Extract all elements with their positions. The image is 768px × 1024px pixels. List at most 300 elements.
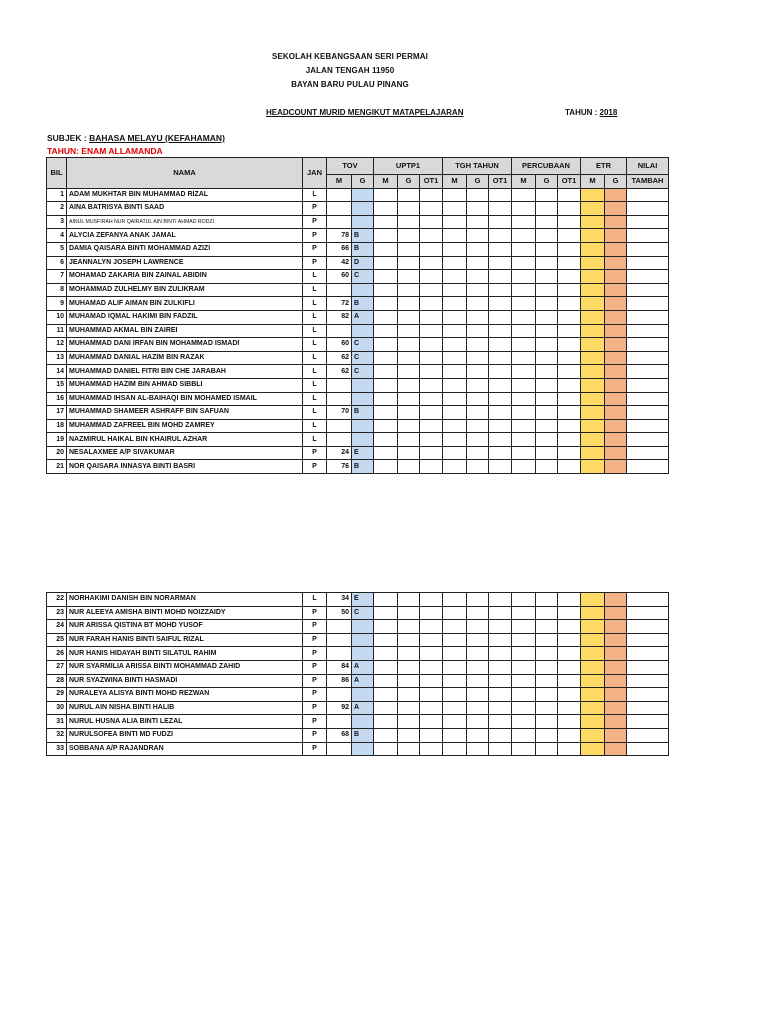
nilai-tambah-cell [627, 688, 669, 702]
tgh-g-cell [467, 660, 489, 674]
jan-cell: P [303, 606, 327, 620]
tgh-ot1-cell [489, 620, 512, 634]
tgh-ot1-cell [489, 324, 512, 338]
tgh-g-cell [467, 215, 489, 229]
bil-cell: 16 [47, 392, 67, 406]
percubaan-ot1-cell [558, 242, 581, 256]
name-cell: MUHAMMAD HAZIM BIN AHMAD SIBBLI [67, 378, 303, 392]
tov-g-cell: B [352, 297, 374, 311]
tov-g-cell: A [352, 660, 374, 674]
tov-m-cell: 62 [327, 351, 352, 365]
nilai-tambah-cell [627, 406, 669, 420]
uptp1-m-cell [374, 188, 398, 202]
percubaan-g-cell [536, 310, 558, 324]
uptp1-m-cell [374, 256, 398, 270]
tov-g-cell: C [352, 365, 374, 379]
jan-cell: L [303, 338, 327, 352]
percubaan-g-cell [536, 351, 558, 365]
jan-cell: L [303, 310, 327, 324]
percubaan-ot1-cell [558, 392, 581, 406]
tgh-g-cell [467, 633, 489, 647]
name-cell: SOBBANA A/P RAJANDRAN [67, 742, 303, 756]
nilai-tambah-cell [627, 660, 669, 674]
name-cell: NUR SYAZWINA BINTI HASMADI [67, 674, 303, 688]
uptp1-g-cell [398, 433, 420, 447]
percubaan-m-cell [512, 338, 536, 352]
nilai-tambah-cell [627, 606, 669, 620]
uptp1-g-cell [398, 297, 420, 311]
bil-cell: 5 [47, 242, 67, 256]
nilai-tambah-cell [627, 419, 669, 433]
tgh-m-cell [443, 188, 467, 202]
etr-g-cell [605, 446, 627, 460]
percubaan-g-cell [536, 324, 558, 338]
percubaan-g-cell [536, 433, 558, 447]
tgh-g-cell [467, 310, 489, 324]
uptp1-g-cell [398, 338, 420, 352]
header-uptp1-m: M [374, 175, 398, 189]
uptp1-m-cell [374, 406, 398, 420]
table-row [47, 715, 669, 729]
tgh-ot1-cell [489, 338, 512, 352]
bil-cell: 2 [47, 202, 67, 216]
table-row [47, 297, 669, 311]
bil-cell: 3 [47, 215, 67, 229]
uptp1-m-cell [374, 660, 398, 674]
table-row [47, 606, 669, 620]
subject-value: BAHASA MELAYU (KEFAHAMAN) [89, 133, 225, 143]
etr-g-cell [605, 419, 627, 433]
tov-g-cell: A [352, 310, 374, 324]
nilai-tambah-cell [627, 433, 669, 447]
header-percubaan: PERCUBAAN [512, 158, 581, 175]
uptp1-ot1-cell [420, 674, 443, 688]
uptp1-g-cell [398, 392, 420, 406]
headcount-table-part1 [46, 157, 669, 474]
etr-g-cell [605, 215, 627, 229]
nilai-tambah-cell [627, 229, 669, 243]
percubaan-ot1-cell [558, 593, 581, 607]
bil-cell: 7 [47, 270, 67, 284]
etr-g-cell [605, 660, 627, 674]
tgh-g-cell [467, 242, 489, 256]
tgh-g-cell [467, 715, 489, 729]
subject-label: SUBJEK : [47, 133, 87, 143]
nilai-tambah-cell [627, 338, 669, 352]
tov-m-cell [327, 647, 352, 661]
etr-m-cell [581, 378, 605, 392]
tov-m-cell [327, 283, 352, 297]
etr-m-cell [581, 419, 605, 433]
nilai-tambah-cell [627, 742, 669, 756]
uptp1-m-cell [374, 338, 398, 352]
percubaan-m-cell [512, 202, 536, 216]
table-row [47, 283, 669, 297]
tgh-ot1-cell [489, 392, 512, 406]
name-cell: ALYCIA ZEFANYA ANAK JAMAL [67, 229, 303, 243]
uptp1-m-cell [374, 310, 398, 324]
etr-m-cell [581, 620, 605, 634]
uptp1-m-cell [374, 378, 398, 392]
tov-g-cell [352, 188, 374, 202]
etr-m-cell [581, 351, 605, 365]
header-percubaan-ot1: OT1 [558, 175, 581, 189]
nilai-tambah-cell [627, 324, 669, 338]
uptp1-g-cell [398, 188, 420, 202]
tgh-m-cell [443, 715, 467, 729]
percubaan-m-cell [512, 674, 536, 688]
tgh-g-cell [467, 392, 489, 406]
nilai-tambah-cell [627, 297, 669, 311]
name-cell: NAZMIRUL HAIKAL BIN KHAIRUL AZHAR [67, 433, 303, 447]
etr-g-cell [605, 701, 627, 715]
etr-m-cell [581, 283, 605, 297]
name-cell: NESALAXMEE A/P SIVAKUMAR [67, 446, 303, 460]
uptp1-m-cell [374, 365, 398, 379]
tgh-ot1-cell [489, 365, 512, 379]
uptp1-ot1-cell [420, 202, 443, 216]
percubaan-ot1-cell [558, 365, 581, 379]
tgh-g-cell [467, 742, 489, 756]
header-uptp1-ot1: OT1 [420, 175, 443, 189]
tov-m-cell: 60 [327, 270, 352, 284]
nilai-tambah-cell [627, 365, 669, 379]
etr-m-cell [581, 215, 605, 229]
table-body-part1 [47, 188, 669, 473]
bil-cell: 19 [47, 433, 67, 447]
bil-cell: 9 [47, 297, 67, 311]
uptp1-ot1-cell [420, 701, 443, 715]
tgh-g-cell [467, 324, 489, 338]
percubaan-ot1-cell [558, 433, 581, 447]
bil-cell: 33 [47, 742, 67, 756]
tgh-g-cell [467, 338, 489, 352]
jan-cell: L [303, 324, 327, 338]
bil-cell: 8 [47, 283, 67, 297]
header-tgh-ot1: OT1 [489, 175, 512, 189]
tov-m-cell: 86 [327, 674, 352, 688]
tgh-ot1-cell [489, 715, 512, 729]
name-cell: MUHAMMAD DANIEL FITRI BIN CHE JARABAH [67, 365, 303, 379]
uptp1-g-cell [398, 202, 420, 216]
tov-g-cell: B [352, 242, 374, 256]
percubaan-ot1-cell [558, 351, 581, 365]
school-address-line2: BAYAN BARU PULAU PINANG [291, 80, 409, 89]
table-row [47, 728, 669, 742]
etr-g-cell [605, 633, 627, 647]
tgh-g-cell [467, 433, 489, 447]
header-nilai: NILAI [627, 158, 669, 175]
tgh-m-cell [443, 378, 467, 392]
tgh-m-cell [443, 647, 467, 661]
name-cell: MUHAMMAD DANI IRFAN BIN MOHAMMAD ISMADI [67, 338, 303, 352]
jan-cell: P [303, 688, 327, 702]
uptp1-g-cell [398, 688, 420, 702]
etr-m-cell [581, 633, 605, 647]
percubaan-g-cell [536, 419, 558, 433]
table-row [47, 229, 669, 243]
percubaan-g-cell [536, 242, 558, 256]
etr-m-cell [581, 674, 605, 688]
uptp1-m-cell [374, 283, 398, 297]
percubaan-m-cell [512, 392, 536, 406]
jan-cell: P [303, 620, 327, 634]
uptp1-ot1-cell [420, 351, 443, 365]
tov-g-cell: B [352, 728, 374, 742]
uptp1-g-cell [398, 378, 420, 392]
percubaan-m-cell [512, 215, 536, 229]
tov-m-cell [327, 633, 352, 647]
percubaan-m-cell [512, 283, 536, 297]
uptp1-g-cell [398, 606, 420, 620]
table-row [47, 406, 669, 420]
tov-g-cell: B [352, 406, 374, 420]
tgh-m-cell [443, 338, 467, 352]
percubaan-ot1-cell [558, 715, 581, 729]
etr-m-cell [581, 688, 605, 702]
tgh-ot1-cell [489, 606, 512, 620]
tov-m-cell [327, 419, 352, 433]
tov-g-cell [352, 215, 374, 229]
table-row [47, 188, 669, 202]
etr-g-cell [605, 392, 627, 406]
bil-cell: 30 [47, 701, 67, 715]
table-row [47, 338, 669, 352]
uptp1-m-cell [374, 446, 398, 460]
tov-m-cell [327, 433, 352, 447]
etr-g-cell [605, 351, 627, 365]
header-tov-m: M [327, 175, 352, 189]
nilai-tambah-cell [627, 202, 669, 216]
tgh-g-cell [467, 283, 489, 297]
table-row [47, 647, 669, 661]
nilai-tambah-cell [627, 728, 669, 742]
header-bil: BIL [47, 158, 67, 189]
tgh-g-cell [467, 202, 489, 216]
etr-g-cell [605, 242, 627, 256]
year-value: 2018 [599, 108, 618, 117]
percubaan-g-cell [536, 283, 558, 297]
tgh-m-cell [443, 324, 467, 338]
percubaan-ot1-cell [558, 215, 581, 229]
percubaan-m-cell [512, 378, 536, 392]
tov-g-cell: A [352, 674, 374, 688]
uptp1-ot1-cell [420, 378, 443, 392]
uptp1-ot1-cell [420, 688, 443, 702]
tov-g-cell [352, 324, 374, 338]
tgh-m-cell [443, 215, 467, 229]
tov-g-cell [352, 202, 374, 216]
name-cell: JEANNALYN JOSEPH LAWRENCE [67, 256, 303, 270]
year-label: TAHUN : [565, 108, 598, 117]
uptp1-m-cell [374, 460, 398, 474]
header-tov: TOV [327, 158, 374, 175]
uptp1-ot1-cell [420, 460, 443, 474]
percubaan-m-cell [512, 688, 536, 702]
nilai-tambah-cell [627, 715, 669, 729]
percubaan-m-cell [512, 188, 536, 202]
tgh-m-cell [443, 202, 467, 216]
table-row [47, 433, 669, 447]
tgh-ot1-cell [489, 688, 512, 702]
bil-cell: 11 [47, 324, 67, 338]
percubaan-g-cell [536, 256, 558, 270]
uptp1-g-cell [398, 742, 420, 756]
nilai-tambah-cell [627, 593, 669, 607]
name-cell: DAMIA QAISARA BINTI MOHAMMAD AZIZI [67, 242, 303, 256]
tov-g-cell: D [352, 256, 374, 270]
uptp1-ot1-cell [420, 660, 443, 674]
nilai-tambah-cell [627, 242, 669, 256]
percubaan-g-cell [536, 406, 558, 420]
uptp1-g-cell [398, 310, 420, 324]
jan-cell: P [303, 242, 327, 256]
etr-g-cell [605, 647, 627, 661]
etr-m-cell [581, 365, 605, 379]
jan-cell: P [303, 229, 327, 243]
uptp1-g-cell [398, 283, 420, 297]
uptp1-ot1-cell [420, 593, 443, 607]
etr-m-cell [581, 460, 605, 474]
percubaan-g-cell [536, 660, 558, 674]
jan-cell: P [303, 647, 327, 661]
header-percubaan-m: M [512, 175, 536, 189]
percubaan-ot1-cell [558, 229, 581, 243]
uptp1-g-cell [398, 620, 420, 634]
tgh-g-cell [467, 297, 489, 311]
subject-line [47, 133, 225, 143]
jan-cell: L [303, 188, 327, 202]
percubaan-g-cell [536, 460, 558, 474]
jan-cell: L [303, 283, 327, 297]
tgh-m-cell [443, 742, 467, 756]
tov-g-cell [352, 419, 374, 433]
bil-cell: 6 [47, 256, 67, 270]
tgh-m-cell [443, 256, 467, 270]
percubaan-ot1-cell [558, 674, 581, 688]
percubaan-ot1-cell [558, 446, 581, 460]
nilai-tambah-cell [627, 215, 669, 229]
bil-cell: 21 [47, 460, 67, 474]
uptp1-m-cell [374, 633, 398, 647]
percubaan-ot1-cell [558, 270, 581, 284]
uptp1-ot1-cell [420, 392, 443, 406]
uptp1-ot1-cell [420, 728, 443, 742]
etr-m-cell [581, 270, 605, 284]
tov-g-cell [352, 433, 374, 447]
table-row [47, 674, 669, 688]
bil-cell: 32 [47, 728, 67, 742]
tgh-m-cell [443, 674, 467, 688]
percubaan-g-cell [536, 728, 558, 742]
percubaan-ot1-cell [558, 378, 581, 392]
table-row [47, 351, 669, 365]
percubaan-m-cell [512, 715, 536, 729]
table-row [47, 620, 669, 634]
header-etr: ETR [581, 158, 627, 175]
etr-g-cell [605, 188, 627, 202]
uptp1-m-cell [374, 647, 398, 661]
tgh-ot1-cell [489, 297, 512, 311]
jan-cell: L [303, 351, 327, 365]
table-row [47, 270, 669, 284]
header-jan: JAN [303, 158, 327, 189]
tov-g-cell: C [352, 351, 374, 365]
tov-m-cell: 42 [327, 256, 352, 270]
name-cell: NURUL HUSNA ALIA BINTI LEZAL [67, 715, 303, 729]
uptp1-ot1-cell [420, 188, 443, 202]
tov-m-cell: 24 [327, 446, 352, 460]
bil-cell: 29 [47, 688, 67, 702]
header-nama: NAMA [67, 158, 303, 189]
nilai-tambah-cell [627, 310, 669, 324]
tgh-g-cell [467, 728, 489, 742]
uptp1-ot1-cell [420, 647, 443, 661]
tgh-m-cell [443, 593, 467, 607]
jan-cell: P [303, 742, 327, 756]
tgh-m-cell [443, 392, 467, 406]
percubaan-m-cell [512, 365, 536, 379]
etr-g-cell [605, 324, 627, 338]
uptp1-m-cell [374, 297, 398, 311]
bil-cell: 22 [47, 593, 67, 607]
etr-g-cell [605, 256, 627, 270]
percubaan-ot1-cell [558, 283, 581, 297]
percubaan-g-cell [536, 297, 558, 311]
tov-m-cell: 84 [327, 660, 352, 674]
tov-g-cell [352, 283, 374, 297]
uptp1-m-cell [374, 742, 398, 756]
percubaan-g-cell [536, 338, 558, 352]
tov-g-cell: A [352, 701, 374, 715]
uptp1-ot1-cell [420, 310, 443, 324]
etr-m-cell [581, 606, 605, 620]
tgh-m-cell [443, 283, 467, 297]
uptp1-ot1-cell [420, 229, 443, 243]
header-uptp1-g: G [398, 175, 420, 189]
tov-m-cell [327, 715, 352, 729]
etr-g-cell [605, 674, 627, 688]
etr-g-cell [605, 229, 627, 243]
percubaan-g-cell [536, 446, 558, 460]
bil-cell: 27 [47, 660, 67, 674]
etr-m-cell [581, 338, 605, 352]
uptp1-m-cell [374, 688, 398, 702]
uptp1-ot1-cell [420, 242, 443, 256]
etr-m-cell [581, 229, 605, 243]
header-tgh-g: G [467, 175, 489, 189]
tov-m-cell [327, 378, 352, 392]
table-row [47, 215, 669, 229]
jan-cell: L [303, 593, 327, 607]
uptp1-m-cell [374, 392, 398, 406]
bil-cell: 12 [47, 338, 67, 352]
tov-g-cell: E [352, 593, 374, 607]
percubaan-ot1-cell [558, 297, 581, 311]
etr-m-cell [581, 188, 605, 202]
tgh-ot1-cell [489, 674, 512, 688]
percubaan-g-cell [536, 606, 558, 620]
jan-cell: L [303, 406, 327, 420]
tov-m-cell: 62 [327, 365, 352, 379]
percubaan-g-cell [536, 633, 558, 647]
uptp1-m-cell [374, 606, 398, 620]
tov-m-cell [327, 202, 352, 216]
name-cell: NUR ALEEYA AMISHA BINTI MOHD NOIZZAIDY [67, 606, 303, 620]
tgh-m-cell [443, 460, 467, 474]
tov-m-cell: 68 [327, 728, 352, 742]
tgh-g-cell [467, 593, 489, 607]
